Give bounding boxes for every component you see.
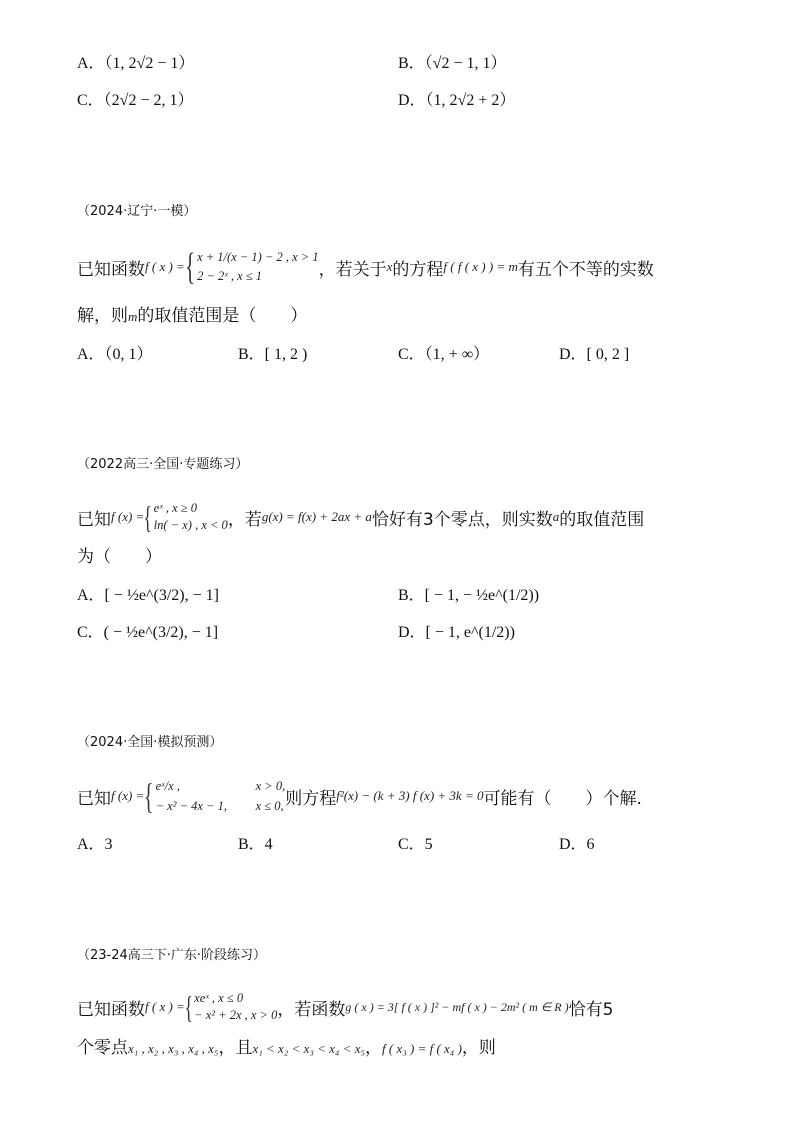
q0-option-d: D．（1, 2√2 + 2） — [398, 92, 516, 109]
q2-case1: eˣ , x ≥ 0 — [153, 501, 198, 515]
q1-text: 解，则 — [77, 306, 128, 326]
q2-option-a: A．[ − ½e^(3/2), − 1] — [77, 587, 219, 604]
q1-text: 的方程 — [392, 259, 444, 280]
q4-g-expression: g ( x ) = 3[ f ( x ) ]² − mf ( x ) − 2m² ( m ∈ R ) — [345, 999, 569, 1014]
q4-text: ，且 — [218, 1038, 253, 1058]
q3-case2-expr: − x² − 4x − 1, — [155, 799, 227, 813]
q4-text: 恰有5 — [568, 999, 614, 1020]
q4-equation: f ( x₃ ) = f ( x₄ ) — [382, 1041, 462, 1056]
q1-text: 已知函数 — [77, 259, 145, 280]
q3-option-d: D．6 — [559, 836, 595, 853]
q3-piecewise — [111, 776, 285, 816]
q4-inequality: x₁ < x₂ < x₃ < x₄ < x₅ — [252, 1041, 365, 1056]
q0-option-c: C．（2√2 − 2, 1） — [77, 92, 194, 109]
q2-text: 已知 — [77, 509, 111, 530]
q1-equation: f ( f ( x ) ) = m — [443, 259, 518, 274]
q3-source: （2024·全国·模拟预测） — [77, 735, 223, 750]
q1-source: （2024·辽宁·一模） — [77, 204, 197, 219]
q2-option-c: C．( − ½e^(3/2), − 1] — [77, 624, 219, 641]
q2-text: ，若 — [227, 509, 262, 530]
q3-text: 可能有（ ）个解. — [483, 788, 642, 809]
q1-stem-line2 — [77, 301, 307, 326]
q4-stem-line2 — [77, 1033, 496, 1058]
q1-var-m: m — [128, 309, 138, 324]
q1-case1: x + 1/(x − 1) − 2 , x > 1 — [197, 250, 319, 264]
q2-text: 恰好有3个零点，则实数 — [371, 509, 553, 530]
q2-g-expression: g(x) = f(x) + 2ax + a — [261, 509, 372, 524]
q1-option-c: C．（1, + ∞） — [398, 346, 490, 363]
q3-option-c: C．5 — [398, 836, 433, 853]
q4-source: （23-24高三下·广东·阶段练习） — [77, 948, 267, 963]
q3-case2-cond: x ≤ 0, — [255, 799, 284, 813]
q2-option-d: D．[ − 1, e^(1/2)) — [398, 624, 515, 641]
q2-option-b: B．[ − 1, − ½e^(1/2)) — [398, 587, 540, 604]
q0-option-b: B．（√2 − 1, 1） — [398, 55, 507, 72]
q2-source: （2022高三·全国·专题练习） — [77, 457, 249, 472]
q4-text: 个零点 — [77, 1038, 128, 1058]
q1-text: ，若关于 — [318, 259, 387, 280]
q1-brace: { — [184, 246, 195, 288]
q0-option-a: A．（1, 2√2 − 1） — [77, 55, 195, 72]
q3-fx: f (x) = — [111, 788, 145, 803]
q4-stem-line1 — [77, 985, 613, 1029]
q3-option-a: A．3 — [77, 836, 113, 853]
q4-text: ，若函数 — [277, 999, 346, 1020]
q2-stem-line1 — [77, 495, 644, 539]
q3-equation: f²(x) − (k + 3) f (x) + 3k = 0 — [336, 788, 484, 803]
q3-text: 则方程 — [285, 788, 337, 809]
q4-zeros: x₁ , x₂ , x₃ , x₄ , x₅ — [128, 1041, 219, 1056]
q2-case2: ln( − x) , x < 0 — [153, 518, 228, 532]
q3-case1-cond: x > 0, — [255, 779, 286, 793]
q4-text: ，则 — [461, 1038, 496, 1058]
q4-case2: − x² + 2x , x > 0 — [194, 1008, 278, 1022]
q3-text: 已知 — [77, 788, 111, 809]
q1-option-a: A．（0, 1） — [77, 346, 153, 363]
q1-text: 有五个不等的实数 — [517, 259, 654, 280]
q2-text: 的取值范围 — [559, 509, 645, 530]
q1-stem-line1 — [77, 240, 654, 294]
q4-case1: xeˣ , x ≤ 0 — [194, 991, 244, 1005]
q4-text: ， — [365, 1038, 382, 1058]
q1-fx: f ( x ) = — [145, 259, 185, 274]
q2-var-a: a — [552, 509, 560, 524]
q3-option-b: B．4 — [238, 836, 273, 853]
q1-option-b: B．[ 1, 2 ) — [238, 346, 308, 363]
q1-case2: 2 − 2ˣ , x ≤ 1 — [197, 269, 263, 283]
q2-piecewise — [111, 500, 228, 534]
q3-case1-expr: eˣ/x , — [155, 779, 180, 793]
q1-piecewise — [145, 248, 319, 286]
q1-text: 的取值范围是（ ） — [137, 306, 308, 326]
q3-stem-line1 — [77, 772, 642, 820]
q4-brace: { — [184, 989, 193, 1025]
q4-piecewise — [145, 990, 277, 1024]
q3-brace: { — [144, 776, 154, 816]
q2-fx: f (x) = — [111, 509, 145, 524]
q2-brace: { — [143, 499, 153, 535]
q4-text: 已知函数 — [77, 999, 145, 1020]
q4-fx: f ( x ) = — [145, 999, 185, 1014]
q2-stem-line2: 为（ ） — [77, 547, 162, 567]
q1-var-x: x — [386, 259, 393, 274]
q1-option-d: D．[ 0, 2 ] — [559, 346, 630, 363]
